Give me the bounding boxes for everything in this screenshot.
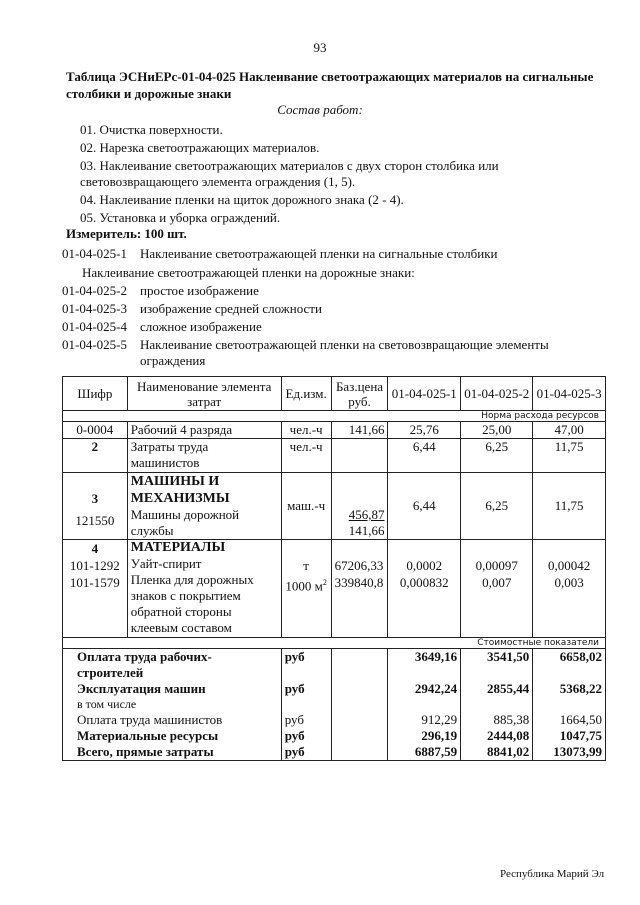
summary-row — [63, 649, 606, 682]
codes-intro: Наклеивание светоотражающей пленки на дорожные знаки: — [82, 265, 415, 280]
work-item: 03. Наклеивание светоотражающих материалов с двух сторон столбика или световозвращающего элемента ограждения (1, 5). — [80, 158, 499, 189]
summary-v3: 1664,50 — [533, 712, 606, 728]
summary-row — [63, 712, 606, 728]
work-item: 01. Очистка поверхности. — [80, 122, 223, 137]
code-line — [62, 283, 560, 299]
work-item: 04. Наклеивание пленки на щиток дорожного знака (2 - 4). — [80, 192, 404, 207]
footer-region: Республика Марий Эл — [500, 868, 605, 880]
summary-row — [63, 728, 606, 744]
work-item: 02. Нарезка светоотражающих материалов. — [80, 140, 320, 155]
table-header-row — [63, 377, 606, 411]
cell-v2: 6,25 — [461, 439, 533, 473]
header-col2: 01-04-025-2 — [461, 377, 533, 411]
summary-row — [63, 697, 606, 712]
table-row — [63, 473, 606, 540]
work-item: 05. Установка и уборка ограждений. — [80, 210, 281, 225]
cell-unit: т — [303, 558, 309, 573]
cell-name: Машины дорожной службы — [130, 507, 240, 538]
summary-v2: 2855,44 — [461, 681, 533, 697]
section-norm-label: Норма расхода ресурсов — [63, 411, 606, 422]
cell-price: 67206,33 — [334, 558, 384, 573]
cell-code-group: 3 — [91, 491, 99, 506]
summary-row — [63, 744, 606, 761]
cell-v3: 11,75 — [533, 439, 606, 473]
summary-name: Всего, прямые затраты — [63, 744, 282, 761]
code-desc: изображение средней сложности — [140, 301, 322, 316]
cell-v2: 0,00097 — [475, 558, 518, 573]
cell-price-secondary: 141,66 — [348, 523, 385, 538]
cell-v3: 0,003 — [554, 575, 584, 590]
cell-v1: 0,0002 — [406, 558, 443, 573]
summary-name: Эксплуатация машин — [63, 681, 282, 697]
header-col1: 01-04-025-1 — [388, 377, 461, 411]
code-desc: простое изображение — [140, 283, 259, 298]
summary-v2: 3541,50 — [461, 649, 533, 682]
cell-v1: 0,000832 — [399, 575, 449, 590]
code: 01-04-025-2 — [62, 283, 127, 298]
header-unit: Ед.изм. — [281, 377, 331, 411]
code-desc: Наклеивание светоотражающей пленки на сигнальные столбики — [140, 246, 498, 261]
summary-name: Оплата труда машинистов — [63, 712, 282, 728]
code-line — [62, 319, 560, 335]
summary-v1: 912,29 — [388, 712, 461, 728]
cell-v2: 6,25 — [461, 473, 533, 540]
summary-v3: 6658,02 — [533, 649, 606, 682]
summary-unit: руб — [281, 728, 331, 744]
summary-v2: 2444,08 — [461, 728, 533, 744]
cell-v1: 6,44 — [388, 439, 461, 473]
code-desc: сложное изображение — [140, 319, 262, 334]
summary-v1: 296,19 — [388, 728, 461, 744]
summary-v3: 1047,75 — [533, 728, 606, 744]
summary-v3: 13073,99 — [533, 744, 606, 761]
cell-v1: 25,76 — [388, 422, 461, 439]
code-line — [62, 337, 560, 369]
cell-v2: 25,00 — [461, 422, 533, 439]
table-row — [63, 439, 606, 473]
summary-v3: 5368,22 — [533, 681, 606, 697]
section-cost-label: Стоимостные показатели — [63, 638, 606, 649]
cell-unit: чел.-ч — [281, 422, 331, 439]
cell-unit: чел.-ч — [281, 439, 331, 473]
summary-v1: 6887,59 — [388, 744, 461, 761]
summary-v1: 2942,24 — [388, 681, 461, 697]
summary-v2: 8841,02 — [461, 744, 533, 761]
unit-superscript: 2 — [322, 578, 327, 587]
table-row — [63, 422, 606, 439]
summary-v2: 885,38 — [461, 712, 533, 728]
code: 01-04-025-3 — [62, 301, 127, 316]
summary-name: Материальные ресурсы — [63, 728, 282, 744]
cell-group-name: МАШИНЫ И МЕХАНИЗМЫ — [130, 474, 230, 506]
code-line — [62, 301, 560, 317]
cell-v3: 47,00 — [533, 422, 606, 439]
cell-v3: 11,75 — [533, 473, 606, 540]
meter-label: Измеритель: 100 шт. — [66, 226, 187, 241]
cell-code-group: 4 — [91, 541, 99, 556]
cell-name: Пленка для дорожных знаков с покрытием обратной стороны клеевым составом — [130, 572, 254, 635]
code-desc: Наклеивание светоотражающей пленки на световозвращающие элементы ограждения — [140, 337, 549, 368]
cell-code: 0-0004 — [63, 422, 128, 439]
cell-group-name: МАТЕРИАЛЫ — [130, 540, 226, 555]
cell-price — [331, 439, 388, 473]
summary-row — [63, 681, 606, 697]
summary-name: Оплата труда рабочих-строителей — [63, 649, 282, 682]
summary-unit: руб — [281, 681, 331, 697]
summary-unit: руб — [281, 744, 331, 761]
section-row — [63, 638, 606, 649]
summary-v1: 3649,16 — [388, 649, 461, 682]
cell-v1: 6,44 — [388, 473, 461, 540]
summary-unit: руб — [281, 649, 331, 682]
cell-unit: маш.-ч — [281, 473, 331, 540]
resource-norm-table — [62, 376, 606, 761]
table-title: Таблица ЭСНиЕРс-01-04-025 Наклеивание светоотражающих материалов на сигнальные столбики и дорожные знаки — [66, 69, 594, 101]
code: 01-04-025-5 — [62, 337, 127, 352]
section-row — [63, 411, 606, 422]
header-code: Шифр — [63, 377, 128, 411]
cell-unit: 1000 м — [285, 578, 323, 594]
cell-code: 121550 — [75, 513, 115, 528]
cell-v3: 0,00042 — [548, 558, 591, 573]
code: 01-04-025-4 — [62, 319, 127, 334]
code-line — [62, 246, 560, 262]
header-price: Баз.цена руб. — [331, 377, 388, 411]
cell-name: Затраты труда машинистов — [127, 439, 281, 473]
cell-name: Уайт-спирит — [130, 556, 202, 571]
cell-name: Рабочий 4 разряда — [127, 422, 281, 439]
header-name: Наименование элемента затрат — [127, 377, 281, 411]
work-composition-heading: Состав работ: — [277, 102, 363, 117]
cell-price: 456,87 — [348, 507, 385, 522]
page-number: 93 — [313, 40, 327, 55]
cell-code: 101-1292 — [69, 558, 120, 573]
cell-code: 2 — [63, 439, 128, 473]
table-row — [63, 540, 606, 638]
summary-name: в том числе — [63, 697, 282, 712]
cell-code: 101-1579 — [69, 575, 120, 590]
cell-v2: 0,007 — [482, 575, 512, 590]
summary-unit: руб — [281, 712, 331, 728]
cell-price: 141,66 — [331, 422, 388, 439]
header-col3: 01-04-025-3 — [533, 377, 606, 411]
cell-price: 339840,8 — [334, 575, 384, 590]
code: 01-04-025-1 — [62, 246, 127, 261]
